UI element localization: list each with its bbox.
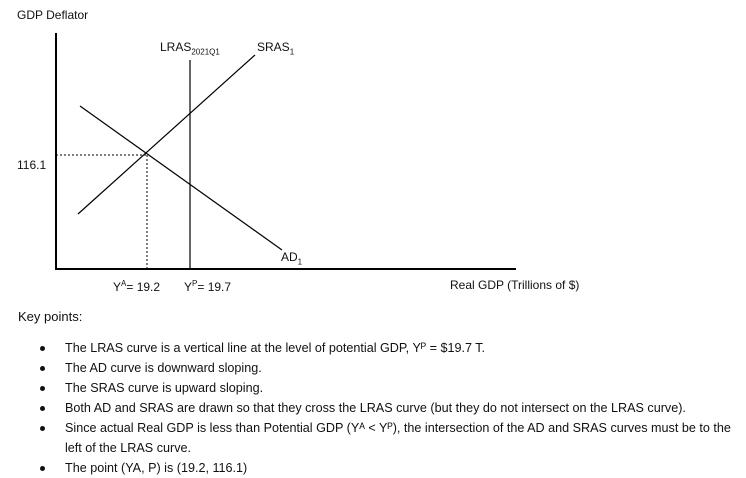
key-points-title: Key points: [18,309,83,324]
lras-label: $LRAS_{2021Q1}$ [160,40,220,57]
bullet-icon [40,406,45,411]
price-tick-label: 116.1 [17,158,47,172]
bullet-icon [40,346,45,351]
ad-line [80,106,282,250]
bullet-icon [40,366,45,371]
key-points-list [40,338,740,478]
actual-gdp-label: $Y^A= 19.2$ [113,279,161,294]
y-axis-label: GDP Deflator [17,8,89,22]
potential-gdp-label: $Y^P= 19.7$ [184,279,232,294]
list-item: The LRAS curve is a vertical line at the level of potential GDP, Yᴾ = $19.7 T. [40,338,740,358]
list-item: The AD curve is downward sloping. [40,358,740,378]
list-item: The point (YA, P) is (19.2, 116.1) [40,458,740,478]
sras-line [78,55,255,214]
bullet-icon [40,386,45,391]
list-item: The SRAS curve is upward sloping. [40,378,740,398]
ad-label: $AD_1$ [281,250,303,267]
list-item: Since actual Real GDP is less than Potential GDP (Yᴬ < Yᴾ), the intersection of the AD and SRAS curves must be to the left of the LRAS curve. [40,418,740,458]
sras-label: $SRAS_1$ [257,40,295,57]
x-axis-label: Real GDP (Trillions of $) [450,278,580,292]
list-item: Both AD and SRAS are drawn so that they cross the LRAS curve (but they do not intersect on the LRAS curve). [40,398,740,418]
bullet-icon [40,426,45,431]
